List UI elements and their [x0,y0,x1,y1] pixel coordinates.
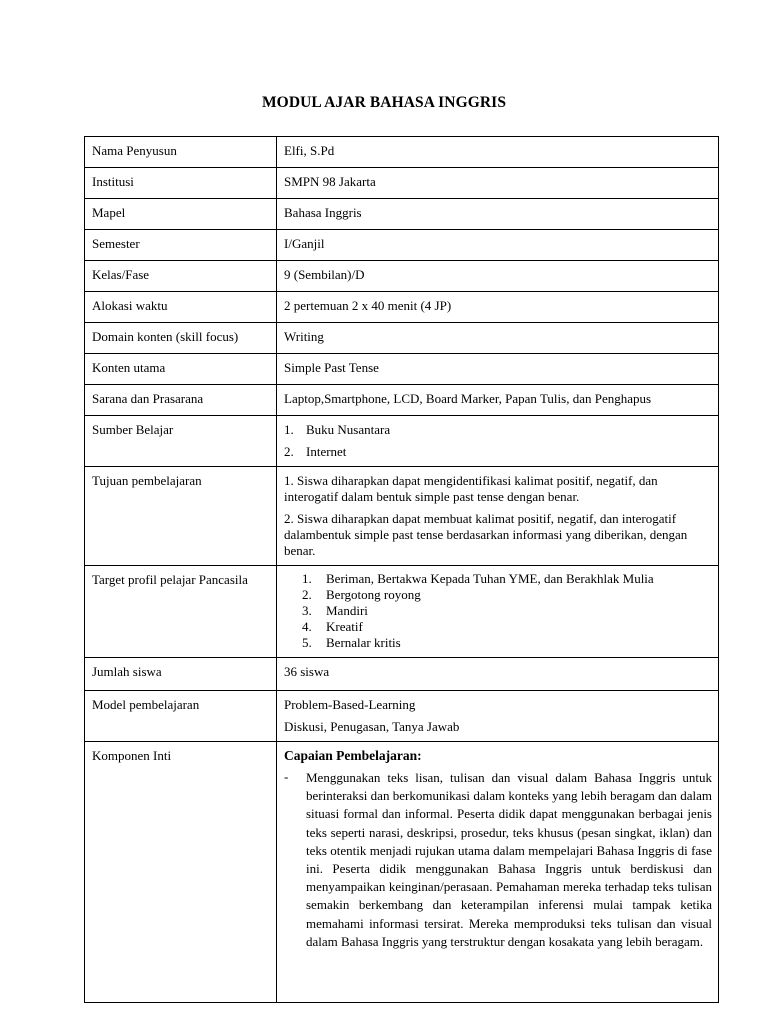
row-label: Institusi [85,168,277,199]
pancasila-list [284,571,712,651]
row-value [277,742,719,1003]
row-value: 2 pertemuan 2 x 40 menit (4 JP) [277,292,719,323]
row-value: Writing [277,323,719,354]
model-line: Diskusi, Penugasan, Tanya Jawab [284,719,460,734]
list-item [284,444,712,460]
table-row [85,168,719,199]
list-item [302,603,712,619]
row-label: Semester [85,230,277,261]
row-label: Tujuan pembelajaran [85,467,277,566]
document-title: MODUL AJAR BAHASA INGGRIS [261,94,507,111]
list-number: 3. [302,603,312,618]
objective-paragraph: 1. Siswa diharapkan dapat mengidentifikasi kalimat positif, negatif, dan interogatif dalam bentuk simple past tense dengan benar. [284,473,658,504]
table-row-tujuan [85,467,719,566]
list-item [302,619,712,635]
table-row [85,230,719,261]
row-label: Konten utama [85,354,277,385]
table-row [85,354,719,385]
table-row-model [85,691,719,742]
row-label: Sarana dan Prasarana [85,385,277,416]
row-label: Nama Penyusun [85,137,277,168]
list-number: 2. [302,587,312,602]
row-value: 36 siswa [277,658,719,691]
row-label: Target profil pelajar Pancasila [85,566,277,658]
source-list [284,422,712,460]
row-value [277,691,719,742]
row-value [277,467,719,566]
table-row-jumlah-siswa [85,658,719,691]
section-heading: Capaian Pembelajaran: [284,748,422,763]
row-value: Bahasa Inggris [277,199,719,230]
module-info-table [84,136,719,1003]
list-item [302,587,712,603]
row-value [277,416,719,467]
model-line: Problem-Based-Learning [284,697,416,712]
table-row [85,323,719,354]
table-row-sumber-belajar [85,416,719,467]
row-value: Simple Past Tense [277,354,719,385]
list-text: Bernalar kritis [326,635,401,650]
row-label: Sumber Belajar [85,416,277,467]
list-text: Internet [306,444,347,459]
list-number: 2. [284,444,294,459]
list-number: 1. [302,571,312,586]
dash-bullet: - [284,769,289,784]
row-label: Kelas/Fase [85,261,277,292]
capaian-item [284,769,712,951]
table-row [85,199,719,230]
row-label: Jumlah siswa [85,658,277,691]
objective-paragraph: 2. Siswa diharapkan dapat membuat kalimat positif, negatif, dan interogatif dalambentuk simple past tense berdasarkan informasi yang diberikan, dengan benar. [284,511,688,558]
table-row [85,137,719,168]
list-item [284,422,712,438]
row-value: Elfi, S.Pd [277,137,719,168]
list-number: 1. [284,422,294,437]
capaian-text: Menggunakan teks lisan, tulisan dan visual dalam Bahasa Inggris untuk berinteraksi dan berkomunikasi dalam konteks yang lebih beragam dan dalam situasi formal dan informal. Peserta didik dapat menggunakan berbagai jenis teks seperti narasi, deskripsi, prosedur, teks khusus (pesan singkat, iklan) dan teks otentik menjadi rujukan utama dalam mempelajari Bahasa Inggris di fase ini. Peserta didik menggunakan Bahasa Inggris untuk berdiskusi dan menyampaikan keinginan/perasaan. Pemahaman mereka terhadap teks tulisan semakin berkembang dan keterampilan inferensi mulai tampak ketika memahami informasi tersirat. Mereka memproduksi teks tulisan dan visual dalam Bahasa Inggris yang terstruktur dengan kosakata yang lebih beragam. [306,770,712,949]
list-text: Bergotong royong [326,587,421,602]
row-label: Alokasi waktu [85,292,277,323]
list-number: 4. [302,619,312,634]
row-label: Mapel [85,199,277,230]
list-text: Buku Nusantara [306,422,391,437]
row-value: 9 (Sembilan)/D [277,261,719,292]
row-value: I/Ganjil [277,230,719,261]
row-label: Model pembelajaran [85,691,277,742]
table-row-target-profil [85,566,719,658]
table-row [85,385,719,416]
row-value: Laptop,Smartphone, LCD, Board Marker, Papan Tulis, dan Penghapus [277,385,719,416]
list-text: Mandiri [326,603,368,618]
list-text: Kreatif [326,619,363,634]
list-item [302,571,712,587]
list-text: Beriman, Bertakwa Kepada Tuhan YME, dan Berakhlak Mulia [326,571,654,586]
table-row-komponen-inti [85,742,719,1003]
row-label: Domain konten (skill focus) [85,323,277,354]
table-row [85,292,719,323]
row-value: SMPN 98 Jakarta [277,168,719,199]
row-label: Komponen Inti [85,742,277,1003]
row-value [277,566,719,658]
table-row [85,261,719,292]
list-number: 5. [302,635,312,650]
list-item [302,635,712,651]
